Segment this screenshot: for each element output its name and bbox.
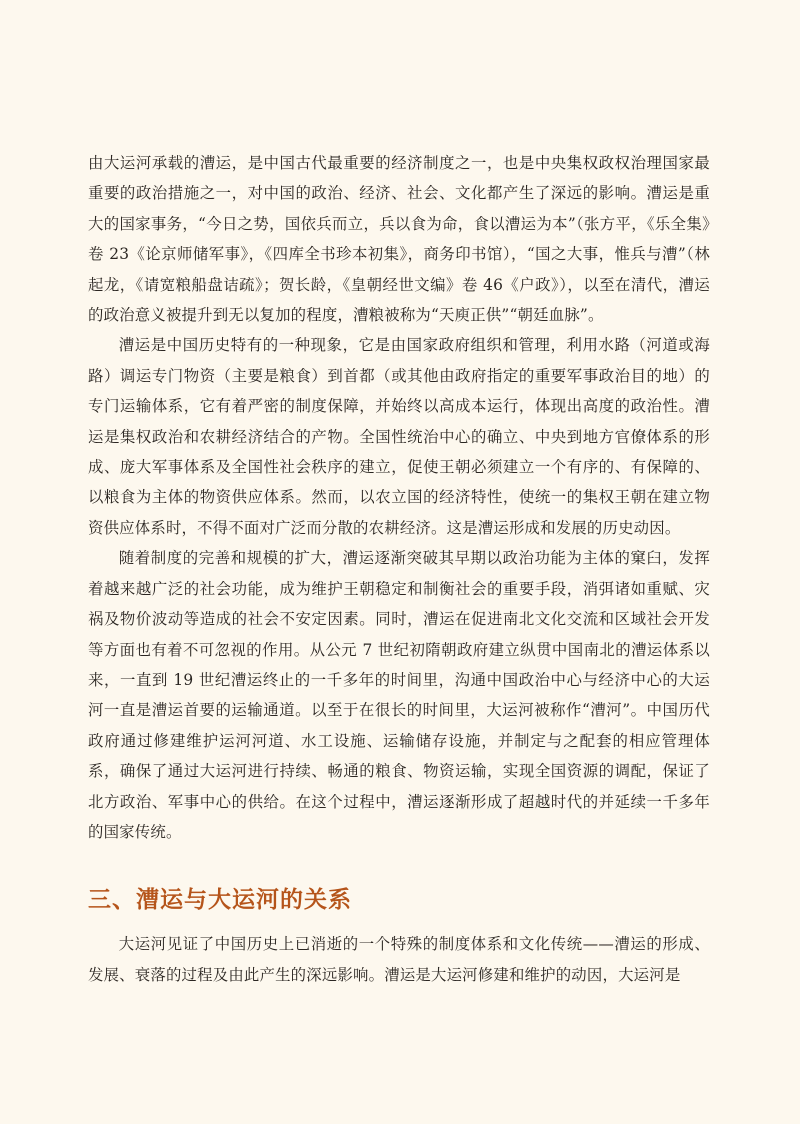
page-content: [88, 148, 710, 990]
paragraph-caoyun-social-function: 随着制度的完善和规模的扩大，漕运逐渐突破其早期以政治功能为主体的窠臼，发挥着越来越广泛的社会功能，成为维护王朝稳定和制衡社会的重要手段，消弭诸如重赋、灾祸及物价波动等造成的社会不安定因素。同时，漕运在促进南北文化交流和区域社会开发等方面也有着不可忽视的作用。从公元 7 世纪初隋朝政府建立纵贯中国南北的漕运体系以来，一直到 19 世纪漕运终止的一千多年的时间里，沟通中国政治中心与经济中心的大运河一直是漕运首要的运输通道。以至于在很长的时间里，大运河被称作“漕河”。中国历代政府通过修建维护运河河道、水工设施、运输储存设施，并制定与之配套的相应管理体系，确保了通过大运河进行持续、畅通的粮食、物资运输，实现全国资源的调配，保证了北方政治、军事中心的供给。在这个过程中，漕运逐渐形成了超越时代的并延续一千多年的国家传统。: [88, 549, 710, 841]
paragraph-caoyun-significance: 由大运河承载的漕运，是中国古代最重要的经济制度之一，也是中央集权政权治理国家最重要的政治措施之一，对中国的政治、经济、社会、文化都产生了深远的影响。漕运是重大的国家事务，“今日之势，国依兵而立，兵以食为命，食以漕运为本”（张方平，《乐全集》卷 23《论京师储军事》，《四库全书珍本初集》，商务印书馆），“国之大事，惟兵与漕”（林起龙，《请宽粮船盘诘疏》；贺长龄，《皇朝经世文编》卷 46《户政》），以至在清代，漕运的政治意义被提升到无以复加的程度，漕粮被称为“天庾正供”“朝廷血脉”。: [88, 154, 710, 325]
section-heading: 三、漕运与大运河的关系: [88, 886, 352, 914]
paragraph-section-intro: 大运河见证了中国历史上已消逝的一个特殊的制度体系和文化传统——漕运的形成、发展、衰落的过程及由此产生的深远影响。漕运是大运河修建和维护的动因，大运河是: [88, 935, 710, 984]
paragraph-caoyun-definition: 漕运是中国历史特有的一种现象，它是由国家政府组织和管理，利用水路（河道或海路）调运专门物资（主要是粮食）到首都（或其他由政府指定的重要军事政治目的地）的专门运输体系，它有着严密的制度保障，并始终以高成本运行，体现出高度的政治性。漕运是集权政治和农耕经济结合的产物。全国性统治中心的确立、中央到地方官僚体系的形成、庞大军事体系及全国性社会秩序的建立，促使王朝必须建立一个有序的、有保障的、以粮食为主体的物资供应体系。然而，以农立国的经济特性，使统一的集权王朝在建立物资供应体系时，不得不面对广泛而分散的农耕经济。这是漕运形成和发展的历史动因。: [88, 336, 710, 537]
